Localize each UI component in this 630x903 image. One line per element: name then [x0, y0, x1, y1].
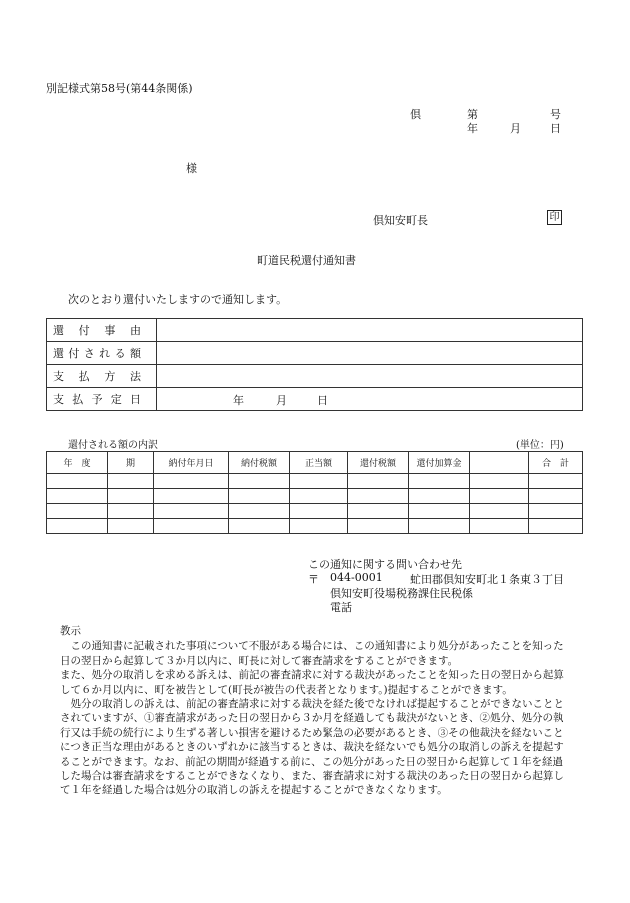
seal-mark: 印	[547, 210, 562, 225]
table-row	[47, 489, 583, 504]
issuer: 倶知安町長	[373, 214, 428, 227]
table-row	[47, 319, 583, 342]
row-label: 支 払 予 定 日	[47, 388, 157, 411]
date-day: 日	[550, 122, 561, 135]
header-cell: 納付税額	[229, 452, 290, 474]
header-cell: 年 度	[47, 452, 108, 474]
payment-method-field[interactable]	[157, 365, 583, 388]
notes-paragraph: 処分の取消しの訴えは、前記の審査請求に対する裁決を経た後でなければ提起することができないこととされていますが、①審査請求があった日の翌日から３か月を経過しても裁決がないとき、②処分、処分の執行又は手続の続行により生ずる著しい損害を避けるため緊急の必要があるとき、③その他裁決を経ないことにつき正当な理由があるときのいずれかに該当するときは、裁決を経ないでも処分の取消しの訴えを提起することができます。なお、前記の期間が経過する前に、この処分があった日の翌日から起算して１年を経過した場合は審査請求をすることができなくなり、また、審査請求に対する裁決のあった日の翌日から起算して１年を経過した場合は処分の取消しの訴えを提起することができなくなります。	[60, 698, 564, 797]
payment-date-year: 年	[233, 394, 244, 407]
unit-label: (単位：円)	[516, 440, 564, 451]
doc-number-dai: 第	[467, 108, 478, 121]
table-row	[47, 388, 583, 411]
notes-section	[60, 624, 565, 798]
table-row	[47, 342, 583, 365]
refund-reason-field[interactable]	[157, 319, 583, 342]
header-cell: 正当額	[290, 452, 348, 474]
contact-heading: この通知に関する問い合わせ先	[308, 558, 462, 571]
doc-number-go: 号	[550, 108, 561, 121]
table-row	[47, 474, 583, 489]
header-cell: 合 計	[529, 452, 583, 474]
header-cell: 期	[108, 452, 154, 474]
addressee-suffix: 様	[186, 162, 197, 175]
doc-number-prefix: 倶	[410, 108, 421, 121]
table-header-row	[47, 452, 583, 474]
refund-amount-field[interactable]	[157, 342, 583, 365]
intro-text: 次のとおり還付いたしますので通知します。	[68, 293, 288, 306]
table-row	[47, 504, 583, 519]
date-month: 月	[510, 122, 521, 135]
payment-date-field[interactable]	[157, 388, 583, 411]
payment-date-month: 月	[276, 394, 287, 407]
header-cell: 納付年月日	[154, 452, 229, 474]
notes-heading: 教示	[60, 625, 81, 637]
postal-code: 044-0001	[330, 571, 383, 584]
postal-mark: 〒	[308, 573, 319, 586]
contact-address: 虻田郡倶知安町北１条東３丁目	[410, 573, 564, 586]
page-title: 町道民税還付通知書	[257, 254, 356, 267]
contact-phone: 電話	[330, 601, 352, 614]
breakdown-title: 還付される額の内訳	[68, 440, 158, 451]
notes-paragraph: この通知書に記載された事項について不服がある場合には、この通知書により処分があったことを知った日の翌日から起算して３か月以内に、町長に対して審査請求をすることができます。	[60, 640, 564, 667]
payment-date-day: 日	[317, 394, 328, 407]
refund-info-table	[46, 318, 583, 411]
date-year: 年	[467, 122, 478, 135]
header-cell: 還付加算金	[409, 452, 470, 474]
row-label: 還 付 さ れ る 額	[47, 342, 157, 365]
table-row	[47, 519, 583, 534]
header-cell	[470, 452, 529, 474]
notes-paragraph: また、処分の取消しを求める訴えは、前記の審査請求に対する裁決があったことを知った日の翌日から起算して６か月以内に、町を被告として(町長が被告の代表者となります。)提起することができます。	[60, 669, 564, 696]
table-row	[47, 365, 583, 388]
breakdown-table	[46, 451, 583, 534]
form-id: 別記様式第58号(第44条関係)	[46, 82, 193, 95]
row-label: 還 付 事 由	[47, 319, 157, 342]
row-label: 支 払 方 法	[47, 365, 157, 388]
contact-office: 倶知安町役場税務課住民税係	[330, 587, 473, 600]
header-cell: 還付税額	[348, 452, 409, 474]
